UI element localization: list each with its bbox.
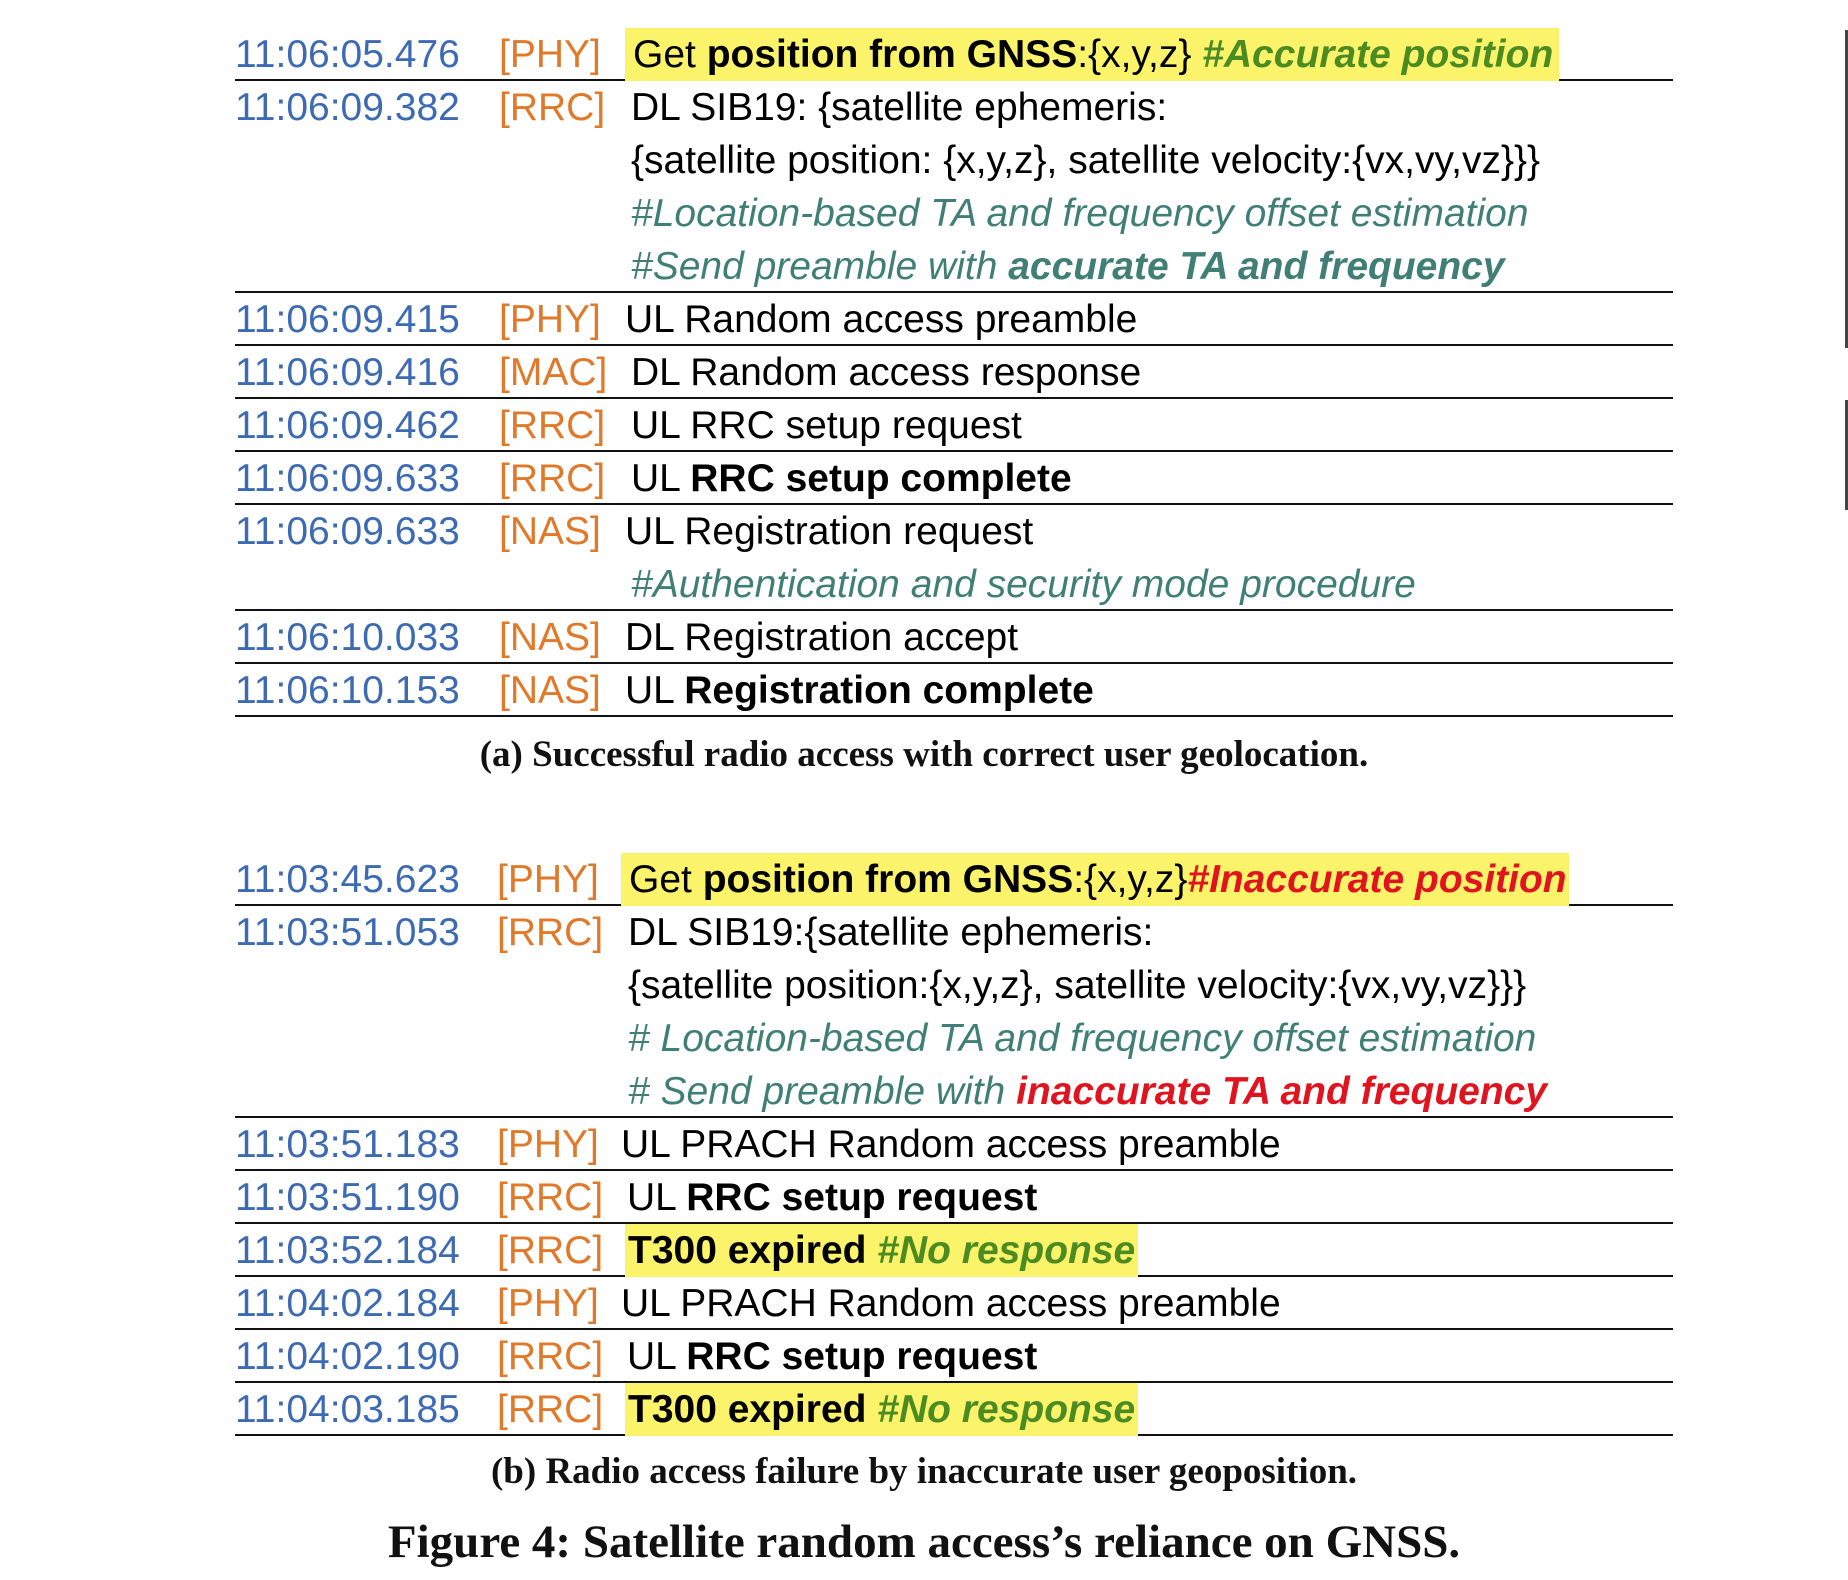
comment: #Authentication and security mode procedure [631,563,1416,606]
message: DL SIB19:{satellite ephemeris: [628,911,1154,954]
message: UL RRC setup request [631,404,1022,447]
msg-prefix: Get [629,858,703,901]
msg-bold: Registration complete [684,669,1094,712]
highlighted-message [625,1383,1138,1436]
layer-tag: [RRC] [497,1229,604,1272]
comment: #Location-based TA and frequency offset estimation [631,192,1529,235]
timestamp: 11:03:51.053 [235,911,460,954]
layer-tag: [PHY] [499,298,601,341]
msg-bold: T300 expired [628,1229,878,1272]
msg-bold: T300 expired [628,1388,878,1431]
log-row [235,664,1673,717]
accurate-comment: #Accurate position [1202,33,1554,76]
log-row [235,1383,1673,1436]
msg-bold: RRC setup complete [690,457,1072,500]
log-row [235,1171,1673,1224]
message: UL PRACH Random access preamble [621,1123,1281,1166]
layer-tag: [RRC] [497,1388,604,1431]
layer-tag: [PHY] [499,33,601,76]
layer-tag: [MAC] [499,351,608,394]
msg-bold: position from GNSS [706,33,1078,76]
message: UL Random access preamble [625,298,1138,341]
timestamp: 11:06:09.462 [235,404,460,447]
msg-prefix: UL [631,457,691,500]
caption-a: (a) Successful radio access with correct user geolocation. [479,734,1369,775]
layer-tag: [RRC] [499,404,606,447]
layer-tag: [PHY] [497,1123,599,1166]
log-row [235,1330,1673,1383]
log-row [235,906,1673,1118]
highlighted-message [621,853,1569,906]
comment-red: inaccurate TA and frequency [1016,1070,1548,1113]
msg-suffix: :{x,y,z} [1073,858,1188,901]
timestamp: 11:06:09.415 [235,298,460,341]
message [627,1330,1037,1383]
msg-bold: RRC setup request [686,1176,1038,1219]
timestamp: 11:06:10.153 [235,669,460,712]
msg-bold: RRC setup request [686,1335,1038,1378]
layer-tag: [NAS] [499,616,601,659]
figure-caption: Figure 4: Satellite random access’s reliance on GNSS. [387,1516,1461,1568]
layer-tag: [NAS] [499,669,601,712]
timestamp: 11:06:09.633 [235,510,460,553]
comment-prefix: # Send preamble with [628,1070,1017,1113]
message: DL Random access response [631,351,1142,394]
log-row [235,611,1673,664]
caption-b: (b) Radio access failure by inaccurate user geoposition. [490,1451,1358,1492]
message: UL PRACH Random access preamble [621,1282,1281,1325]
timestamp: 11:03:51.183 [235,1123,460,1166]
comment-prefix: #Send preamble with [631,245,1009,288]
msg-suffix: :{x,y,z} [1077,33,1203,76]
message-continuation: {satellite position: {x,y,z}, satellite velocity:{vx,vy,vz}}} [631,139,1541,182]
layer-tag: [RRC] [497,1176,604,1219]
timestamp: 11:04:02.190 [235,1335,460,1378]
log-row [235,1118,1673,1171]
timestamp: 11:06:05.476 [235,33,460,76]
comment: # Location-based TA and frequency offset estimation [628,1017,1537,1060]
timestamp: 11:03:45.623 [235,858,460,901]
log-panel-a [235,28,1673,717]
log-panel-b [235,853,1673,1436]
log-row [235,1277,1673,1330]
timestamp: 11:04:02.184 [235,1282,460,1325]
msg-prefix: UL [625,669,685,712]
comment [631,240,1505,293]
layer-tag: [NAS] [499,510,601,553]
log-row [235,853,1673,906]
message [631,452,1072,505]
timestamp: 11:06:10.033 [235,616,460,659]
msg-prefix: UL [627,1335,687,1378]
timestamp: 11:03:51.190 [235,1176,460,1219]
no-response-comment: #No response [877,1388,1136,1431]
comment [628,1065,1547,1118]
log-row [235,293,1673,346]
layer-tag: [RRC] [497,911,604,954]
timestamp: 11:06:09.416 [235,351,460,394]
log-row [235,452,1673,505]
timestamp: 11:04:03.185 [235,1388,460,1431]
no-response-comment: #No response [877,1229,1136,1272]
log-row [235,505,1673,611]
message [627,1171,1037,1224]
message: DL Registration accept [625,616,1019,659]
comment-bold: accurate TA and frequency [1008,245,1505,288]
timestamp: 11:03:52.184 [235,1229,460,1272]
message-continuation: {satellite position:{x,y,z}, satellite velocity:{vx,vy,vz}}} [628,964,1527,1007]
log-row [235,81,1673,293]
highlighted-message [625,1224,1138,1277]
layer-tag: [PHY] [497,858,599,901]
log-row [235,28,1673,81]
log-row [235,1224,1673,1277]
inaccurate-comment: #Inaccurate position [1187,858,1567,901]
layer-tag: [RRC] [497,1335,604,1378]
log-row [235,346,1673,399]
message: DL SIB19: {satellite ephemeris: [631,86,1168,129]
msg-bold: position from GNSS [702,858,1074,901]
layer-tag: [RRC] [499,86,606,129]
timestamp: 11:06:09.382 [235,86,460,129]
log-row [235,399,1673,452]
message: UL Registration request [625,510,1034,553]
timestamp: 11:06:09.633 [235,457,460,500]
message [625,664,1094,717]
layer-tag: [RRC] [499,457,606,500]
msg-prefix: Get [633,33,707,76]
layer-tag: [PHY] [497,1282,599,1325]
highlighted-message [625,28,1559,81]
msg-prefix: UL [627,1176,687,1219]
